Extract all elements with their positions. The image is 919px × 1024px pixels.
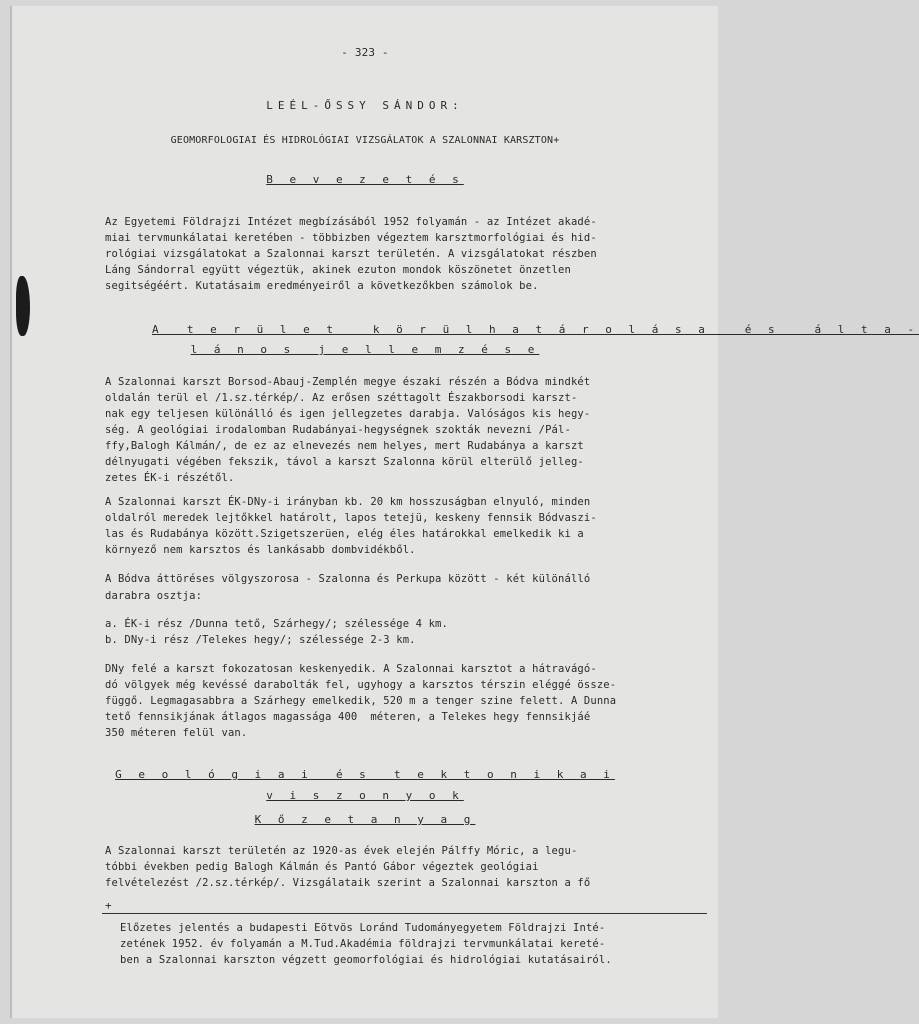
text-line: ség. A geológiai irodalomban Rudabányai-hegységnek szokták nevezni /Pál- <box>105 424 571 436</box>
text-line: felvételezést /2.sz.térkép/. Vizsgálataik szerint a Szalonnai karszton a fő <box>105 877 591 889</box>
footnote-line: Előzetes jelentés a budapesti Eötvös Loránd Tudományegyetem Földrajzi Inté- <box>120 922 606 934</box>
text-line: A Szalonnai karszt területén az 1920-as évek elején Pálffy Móric, a legu- <box>105 845 578 857</box>
text-line: miai tervmunkálatai keretében - többizben végeztem karsztmorfológiai és hid- <box>105 232 597 244</box>
ink-blot <box>16 276 30 336</box>
text-line: rológiai vizsgálatokat a Szalonnai karszt területén. A vizsgálatokat részben <box>105 248 597 260</box>
text-line: környező nem karsztos és lankásabb dombvidékből. <box>105 544 416 556</box>
page-number: - 323 - <box>341 46 389 59</box>
text-line: oldalán terül el /1.sz.térkép/. Az erősen széttagolt Északborsodi karszt- <box>105 392 578 404</box>
text-line: tóbbi években pedig Balogh Kálmán és Pantó Gábor végeztek geológiai <box>105 861 539 873</box>
section-heading-geo-2: v i s z o n y o k <box>266 789 464 802</box>
text-line: Láng Sándorral együtt végeztük, akinek ezuton mondok köszönetet önzetlen <box>105 264 571 276</box>
text-line: Az Egyetemi Földrajzi Intézet megbízásából 1952 folyamán - az Intézet akadé- <box>105 216 597 228</box>
section-heading-area-1: A t e r ü l e t k ö r ü l h a t á r o l á s a é s á l t a - <box>152 323 919 336</box>
text-line: ffy,Balogh Kálmán/, de ez az elnevezés nem helyes, mert Rudabánya a karszt <box>105 440 584 452</box>
text-line: oldalról meredek lejtőkkel határolt, lapos tetejü, keskeny fennsik Bódvaszi- <box>105 512 597 524</box>
footnote-separator <box>102 913 707 914</box>
text-line: las és Rudabánya között.Szigetszerüen, elég éles határokkal emelkedik ki a <box>105 528 584 540</box>
text-line: A Szalonnai karszt ÉK-DNy-i irányban kb. 20 km hosszuságban elnyuló, minden <box>105 496 591 508</box>
section-heading-geo-3: K ő z e t a n y a g <box>254 813 476 826</box>
list-item: b. DNy-i rész /Telekes hegy/; szélessége 2-3 km. <box>105 634 416 646</box>
footnote-marker: + <box>105 899 112 912</box>
text-line: A Szalonnai karszt Borsod-Abauj-Zemplén megye északi részén a Bódva mindkét <box>105 376 591 388</box>
text-line: függő. Legmagasabbra a Szárhegy emelkedik, 520 m a tenger szine felett. A Dunna <box>105 695 617 707</box>
text-line: nak egy teljesen különálló és igen jellegzetes darabja. Valóságos kis hegy- <box>105 408 591 420</box>
section-heading-area-2: l á n o s j e l l e m z é s e <box>190 343 540 356</box>
list-item: a. ÉK-i rész /Dunna tető, Szárhegy/; szélessége 4 km. <box>105 618 448 630</box>
footnote-line: zetének 1952. év folyamán a M.Tud.Akadémia földrajzi tervmunkálatai kereté- <box>120 938 606 950</box>
document-page <box>10 6 919 1018</box>
text-line: zetes ÉK-i részétől. <box>105 472 235 484</box>
section-heading-geo-1: G e o l ó g i a i é s t e k t o n i k a i <box>115 768 615 781</box>
section-heading-intro: B e v e z e t é s <box>266 173 464 186</box>
footnote-line: ben a Szalonnai karszton végzett geomorfológiai és hidrológiai kutatásairól. <box>120 954 612 966</box>
text-line: dó völgyek még kevéssé darabolták fel, ugyhogy a karsztos térszin eléggé össze- <box>105 679 617 691</box>
text-line: 350 méteren felül van. <box>105 727 248 739</box>
text-line: DNy felé a karszt fokozatosan keskenyedik. A Szalonnai karsztot a hátravágó- <box>105 663 597 675</box>
document-title: GEOMORFOLOGIAI ÉS HIDROLÓGIAI VIZSGÁLATOK A SZALONNAI KARSZTON+ <box>170 135 560 146</box>
author-name: LEÉL-ŐSSY SÁNDOR: <box>266 99 464 112</box>
text-line: délnyugati végében fekszik, távol a karszt Szalonna körül elterülő jelleg- <box>105 456 584 468</box>
text-line: tető fennsikjának átlagos magassága 400 méteren, a Telekes hegy fennsikjáé <box>105 711 591 723</box>
text-line: darabra osztja: <box>105 590 203 602</box>
text-line: segitségéért. Kutatásaim eredményeiről a következőkben számolok be. <box>105 280 539 292</box>
text-line: A Bódva áttöréses völgyszorosa - Szalonna és Perkupa között - két különálló <box>105 573 591 585</box>
